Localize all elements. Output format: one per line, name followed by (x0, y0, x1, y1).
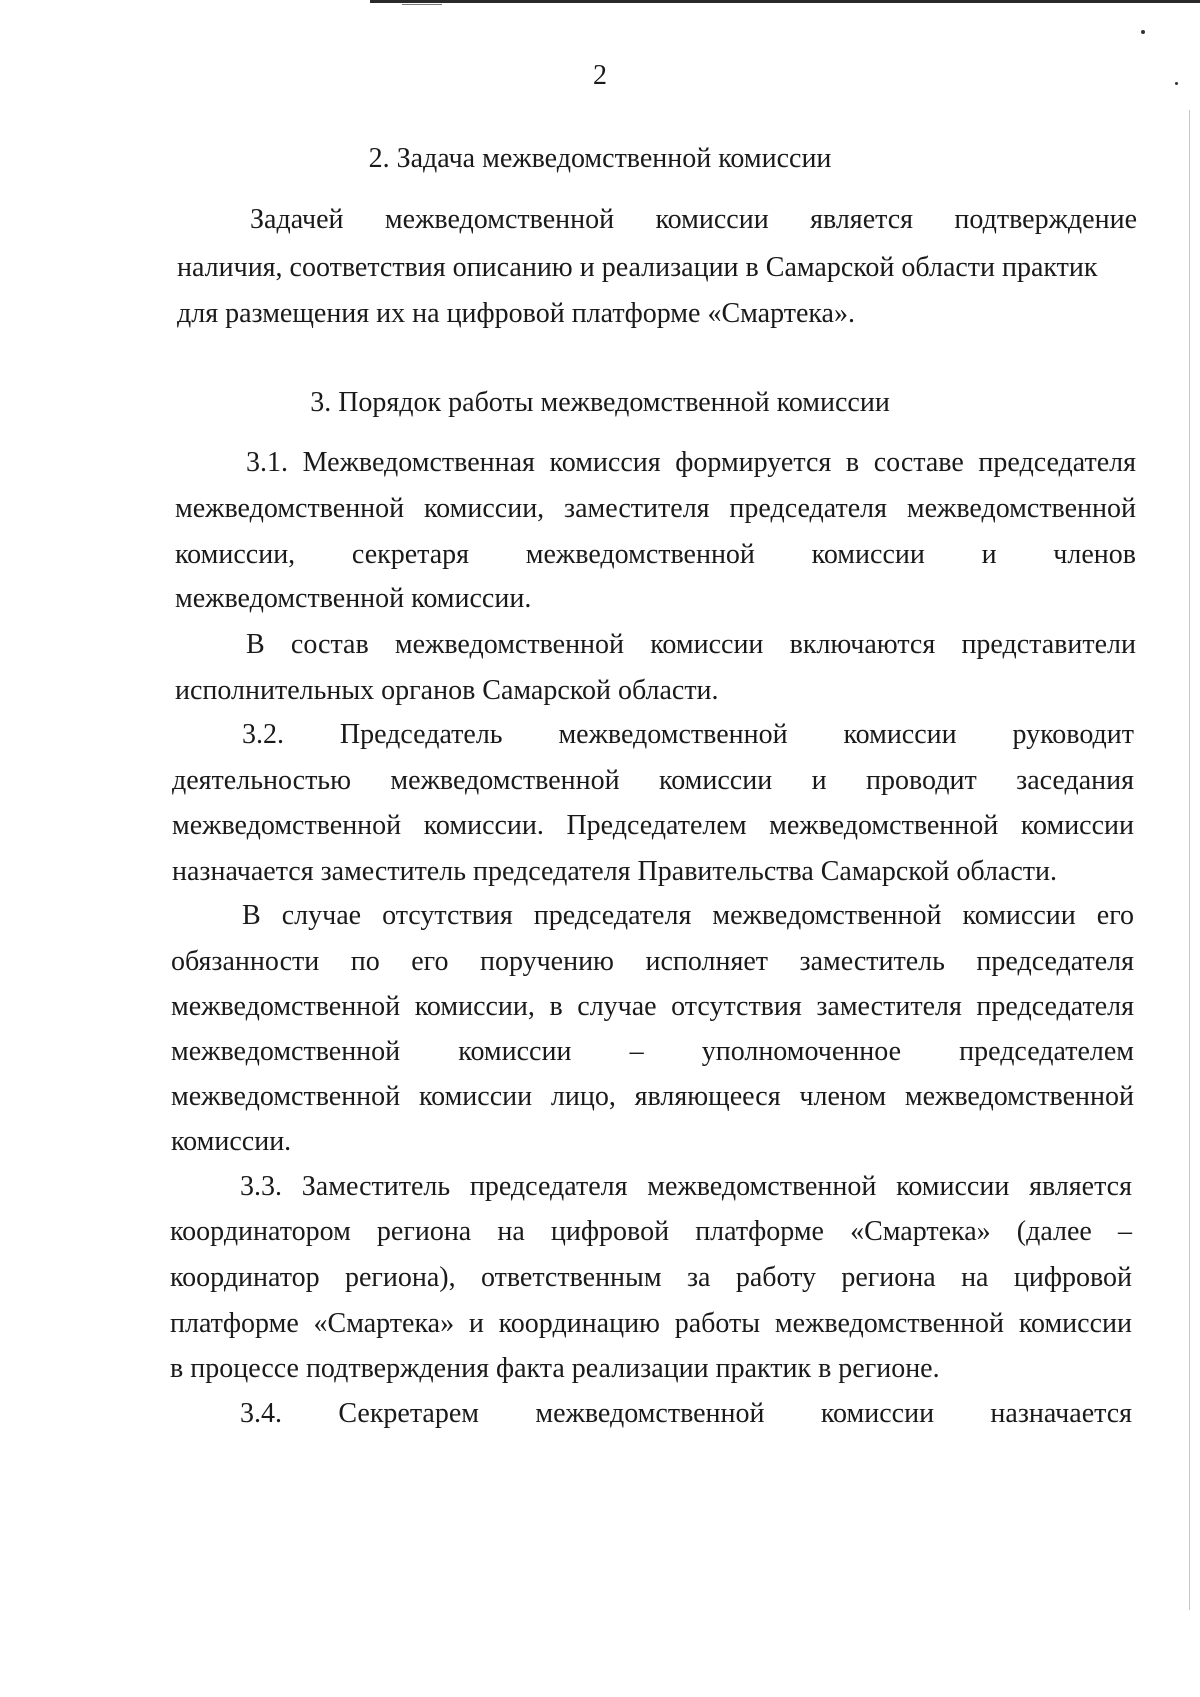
paragraph-line: межведомственной комиссии. (175, 583, 532, 614)
paragraph-line: 3.2. Председатель межведомственной комиссии руководит (242, 719, 1134, 750)
paragraph-line: комиссии, секретаря межведомственной комиссии и членов (175, 539, 1136, 570)
scan-speck (1141, 30, 1145, 34)
paragraph-line: назначается заместитель председателя Правительства Самарской области. (172, 856, 1058, 887)
paragraph-line: в процессе подтверждения факта реализации практик в регионе. (170, 1353, 940, 1384)
paragraph-line: 3.3. Заместитель председателя межведомственной комиссии является (240, 1171, 1132, 1202)
paragraph-line: В состав межведомственной комиссии включаются представители (246, 629, 1136, 660)
paragraph-line: 3.4. Секретарем межведомственной комиссии назначается (240, 1398, 1132, 1429)
paragraph-line: В случае отсутствия председателя межведомственной комиссии его (242, 900, 1134, 931)
paragraph-line: межведомственной комиссии – уполномоченное председателем (171, 1036, 1134, 1067)
paragraph-line: платформе «Смартека» и координацию работы межведомственной комиссии (170, 1308, 1132, 1339)
scan-edge-line (1189, 110, 1190, 1610)
paragraph-line: обязанности по его поручению исполняет заместитель председателя (171, 946, 1134, 977)
paragraph-line: 3.1. Межведомственная комиссия формируется в составе председателя (246, 447, 1136, 478)
paragraph-line: наличия, соответствия описанию и реализации в Самарской области практик (177, 252, 1098, 283)
paragraph-line: исполнительных органов Самарской области. (175, 675, 719, 706)
paragraph-line: межведомственной комиссии. Председателем межведомственной комиссии (172, 810, 1134, 841)
paragraph-line: межведомственной комиссии, заместителя председателя межведомственной (175, 493, 1136, 524)
top-border-mark (402, 4, 442, 5)
page-number: 2 (593, 60, 607, 91)
paragraph-line: деятельностью межведомственной комиссии и проводит заседания (172, 765, 1134, 796)
top-border-line (370, 0, 1200, 3)
section-3-heading: 3. Порядок работы межведомственной комиссии (310, 387, 890, 418)
paragraph-line: Задачей межведомственной комиссии является подтверждение (250, 204, 1137, 235)
paragraph-line: для размещения их на цифровой платформе «Смартека». (177, 298, 855, 329)
paragraph-line: координатор региона), ответственным за работу региона на цифровой (170, 1262, 1132, 1293)
section-2-heading: 2. Задача межведомственной комиссии (368, 143, 832, 174)
paragraph-line: комиссии. (171, 1126, 292, 1157)
paragraph-line: межведомственной комиссии лицо, являющееся членом межведомственной (171, 1081, 1134, 1112)
paragraph-line: координатором региона на цифровой платформе «Смартека» (далее – (170, 1216, 1132, 1247)
paragraph-line: межведомственной комиссии, в случае отсутствия заместителя председателя (171, 991, 1134, 1022)
